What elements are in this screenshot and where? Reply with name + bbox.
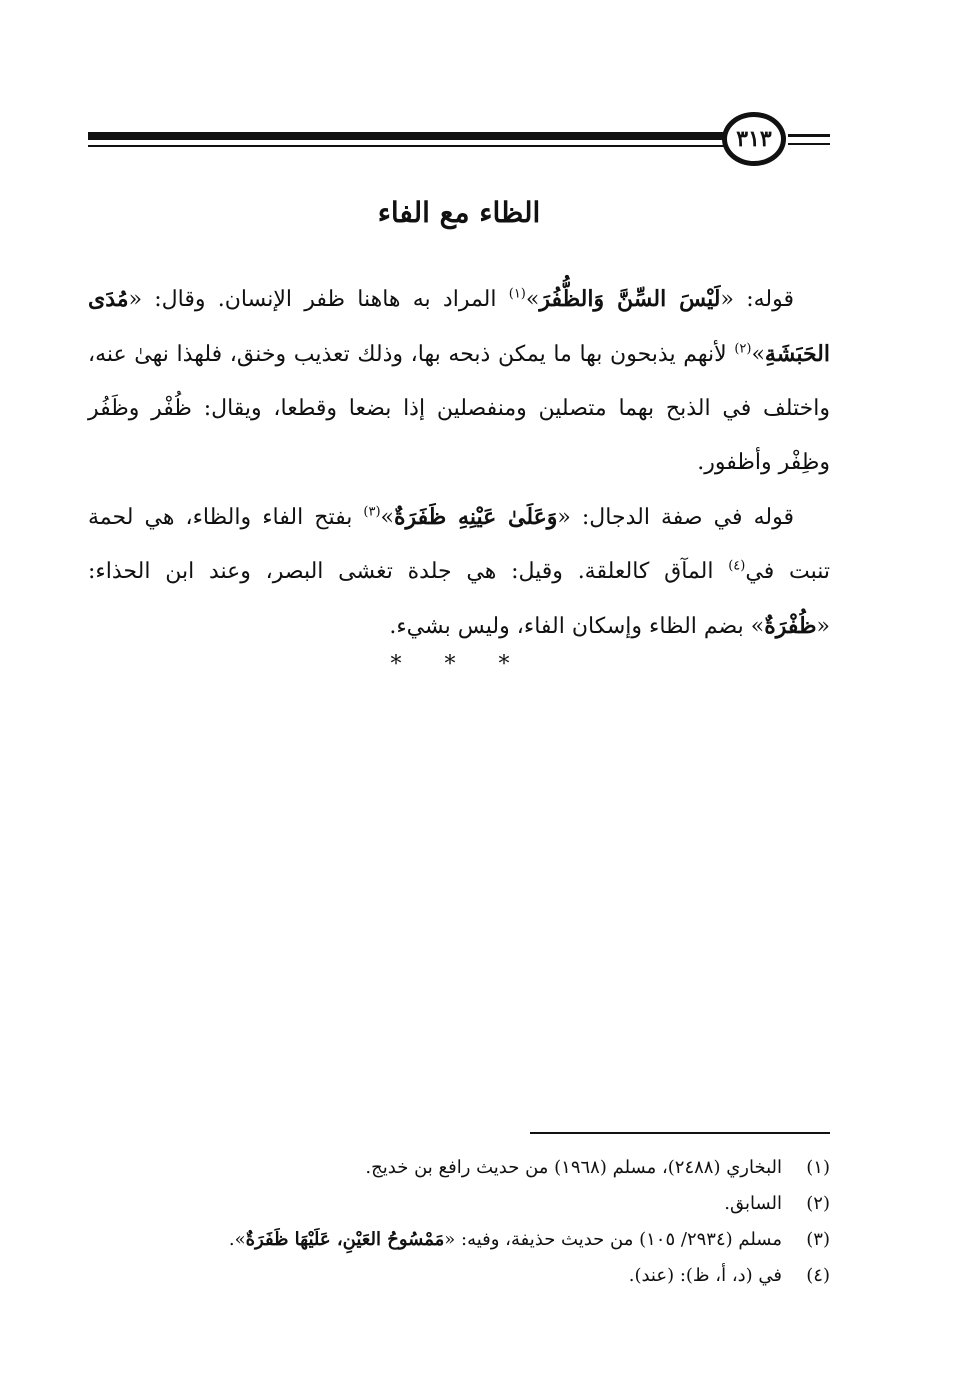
footnote-number: (٣) (806, 1229, 830, 1250)
footnote-ref[interactable]: (٢) (734, 341, 752, 357)
footnote-item (88, 1150, 830, 1186)
text-run: المآق كالعلقة. وقيل: هي جلدة تغشى البصر، وعند ابن الحذاء: « (88, 559, 830, 639)
text-run: ». (228, 1229, 246, 1250)
header-rule-thick (88, 132, 728, 140)
footnote-ref[interactable]: (٤) (728, 558, 746, 574)
footnote-item (88, 1222, 830, 1258)
footnote-number: (١) (806, 1157, 830, 1178)
page-header (88, 112, 830, 172)
hadith-quote: وَعَلَىٰ عَيْنِهِ ظَفَرَةٌ (394, 504, 558, 530)
footnote-text (229, 1222, 782, 1258)
footnote-text: السابق. (724, 1193, 782, 1214)
text-run: بفتح الفاء والظاء، هي لحمة تنبت في (88, 505, 830, 584)
footnote-text: في (د، أ، ظ): (عند). (628, 1265, 782, 1286)
text-run: » (525, 287, 540, 312)
section-title: الظاء مع الفاء (377, 196, 541, 229)
paragraph (88, 490, 830, 654)
header-rule-thin (88, 145, 728, 147)
text-run: قوله في صفة الدجال: « (557, 505, 794, 530)
footnote-item (88, 1258, 830, 1294)
text-run: المراد به هاهنا ظفر الإنسان. وقال: « (128, 287, 509, 312)
section-separator: * * * (390, 652, 528, 677)
footnote-ref[interactable]: (٣) (363, 504, 381, 520)
hadith-quote: لَيْسَ السِّنَّ وَالظُّفُرَ (539, 286, 721, 312)
footnote-text: البخاري (٢٤٨٨)، مسلم (١٩٦٨) من حديث رافع بن خديج. (365, 1157, 782, 1178)
text-run: مسلم (٢٩٣٤/ ١٠٥) من حديث حذيفة، وفيه: « (444, 1229, 782, 1250)
footnote-number: (٤) (806, 1265, 830, 1286)
footnote-divider (530, 1132, 830, 1134)
hadith-quote: ظُفْرَةٌ (764, 613, 817, 639)
main-text (88, 272, 830, 654)
text-run: لأنهم يذبحون بها ما يمكن ذبحه بها، وذلك تعذيب وخنق، فلهذا نهىٰ عنه، واختلف في الذبح بهما متصلين ومنفصلين إذا بضعا وقطعا، ويقال: ظُفْر وظَفُر وظِفْر وأظفور. (88, 342, 830, 475)
footnote-ref[interactable]: (١) (508, 286, 526, 302)
text-run: قوله: « (720, 287, 794, 312)
paragraph (88, 272, 830, 490)
footnote-item (88, 1186, 830, 1222)
page-number: ٣١٣ (722, 112, 786, 166)
header-rule-right-thin (788, 143, 830, 145)
text-run: » (380, 505, 395, 530)
header-rule-right (788, 134, 830, 137)
footnotes (88, 1150, 830, 1294)
hadith-quote: مُدَى الحَبَشَةِ (88, 286, 830, 367)
hadith-quote: مَمْسُوحُ العَيْنِ، عَلَيْهَا ظَفَرَةٌ (245, 1229, 445, 1250)
text-run: » بضم الظاء وإسكان الفاء، وليس بشيء. (389, 614, 765, 639)
text-run: » (751, 342, 765, 367)
footnote-number: (٢) (806, 1193, 830, 1214)
